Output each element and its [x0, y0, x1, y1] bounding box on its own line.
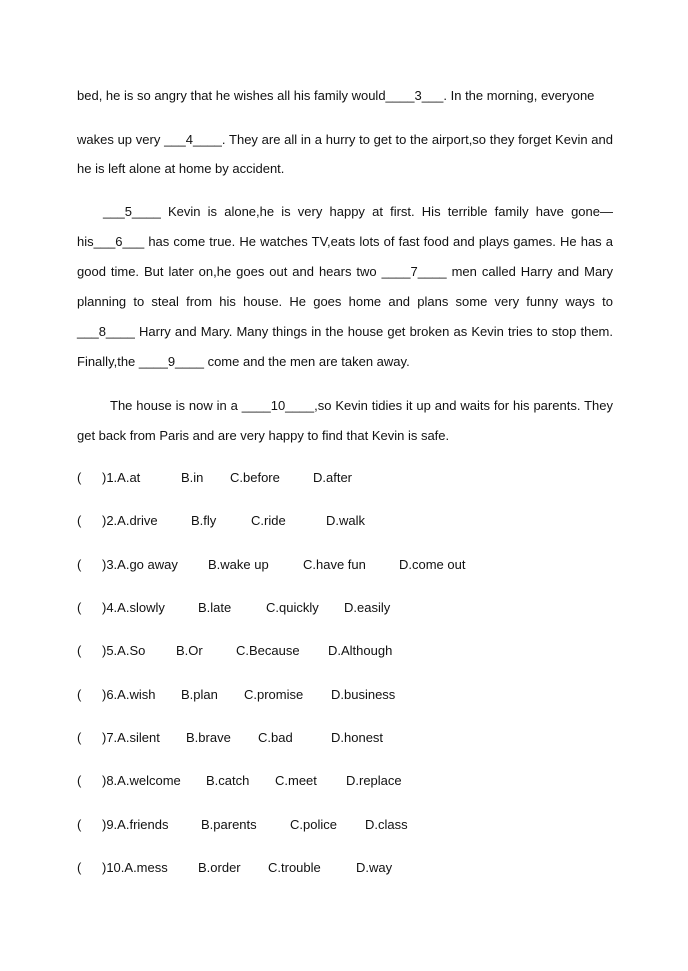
question-option-c: C.meet: [275, 773, 317, 788]
question-option-d: D.easily: [344, 600, 391, 615]
question-option-a: )1.A.at: [102, 470, 141, 485]
question-option-a: )3.A.go away: [102, 557, 178, 572]
question-option-d: D.Although: [328, 643, 393, 658]
question-option-c: C.bad: [258, 730, 293, 745]
question-option-b: B.parents: [201, 817, 257, 832]
answer-bracket[interactable]: (: [77, 600, 82, 615]
question-option-b: B.plan: [181, 687, 218, 702]
question-option-a: )9.A.friends: [102, 817, 169, 832]
question-option-b: B.catch: [206, 773, 250, 788]
question-option-d: D.walk: [326, 513, 366, 528]
answer-bracket[interactable]: (: [77, 817, 82, 832]
question-option-d: D.class: [365, 817, 408, 832]
question-option-b: B.order: [198, 860, 241, 875]
question-option-c: C.promise: [244, 687, 304, 702]
question-option-b: B.Or: [176, 643, 203, 658]
answer-bracket[interactable]: (: [77, 513, 82, 528]
passage-text-4: The house is now in a ____10____,so Kevin tidies it up and waits for his parents. They get back from Paris and are very happy to find that Kevin is safe.: [77, 398, 613, 443]
answer-bracket[interactable]: (: [77, 557, 82, 572]
question-option-d: D.replace: [346, 773, 402, 788]
question-option-c: C.have fun: [303, 557, 366, 572]
passage-text-3: ___5____ Kevin is alone,he is very happy at first. His terrible family have gone—his___6___ has come true. He watches TV,eats lots of fast food and plays games. He has a good time. But later on,he goes out and hears two ____7____ men called Harry and Mary planning to steal from his house. He goes home and plans some very funny ways to ___8____ Harry and Mary. Many things in the house get broken as Kevin tries to stop them. Finally,the ____9____ come and the men are taken away.: [77, 204, 613, 369]
question-option-c: C.Because: [236, 643, 300, 658]
question-option-a: )6.A.wish: [102, 687, 156, 702]
passage-text-2: wakes up very ___4____. They are all in a hurry to get to the airport,so they forget Kevin and he is left alone at home by accident.: [77, 132, 613, 176]
question-option-c: C.police: [290, 817, 337, 832]
question-option-a: )7.A.silent: [102, 730, 160, 745]
question-option-a: )10.A.mess: [102, 860, 168, 875]
question-option-d: D.after: [313, 470, 353, 485]
question-option-a: )5.A.So: [102, 643, 146, 658]
question-option-a: )8.A.welcome: [102, 773, 181, 788]
question-option-a: )2.A.drive: [102, 513, 158, 528]
question-option-b: B.late: [198, 600, 232, 615]
question-option-b: B.wake up: [208, 557, 269, 572]
question-option-b: B.fly: [191, 513, 217, 528]
answer-bracket[interactable]: (: [77, 470, 82, 485]
question-option-b: B.in: [181, 470, 204, 485]
passage-paragraph-3: [77, 197, 613, 377]
passage-text-1: bed, he is so angry that he wishes all his family would____3___. In the morning, everyone: [77, 88, 595, 103]
question-option-d: D.business: [331, 687, 396, 702]
passage-paragraph-4: [77, 391, 613, 451]
answer-bracket[interactable]: (: [77, 643, 82, 658]
passage-paragraph-1: [77, 81, 613, 111]
question-option-b: B.brave: [186, 730, 231, 745]
answer-bracket[interactable]: (: [77, 687, 82, 702]
question-option-a: )4.A.slowly: [102, 600, 165, 615]
answer-bracket[interactable]: (: [77, 773, 82, 788]
question-option-c: C.ride: [251, 513, 286, 528]
question-option-d: D.come out: [399, 557, 466, 572]
question-option-d: D.way: [356, 860, 393, 875]
question-option-d: D.honest: [331, 730, 384, 745]
passage-paragraph-2: [77, 125, 613, 183]
question-option-c: C.trouble: [268, 860, 321, 875]
question-option-c: C.before: [230, 470, 280, 485]
question-option-c: C.quickly: [266, 600, 319, 615]
answer-bracket[interactable]: (: [77, 860, 82, 875]
answer-bracket[interactable]: (: [77, 730, 82, 745]
